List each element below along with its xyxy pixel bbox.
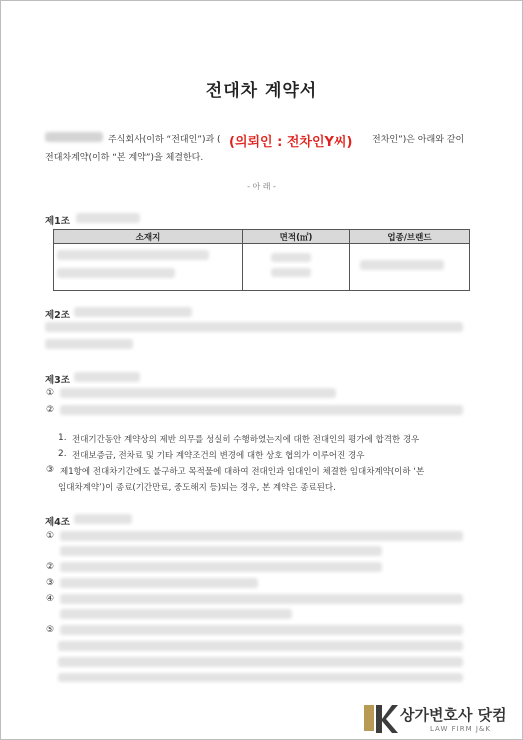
firm-logo-icon — [362, 704, 398, 734]
redacted-article-4-title — [74, 514, 132, 524]
article-3-circle-1: ① — [46, 388, 55, 398]
article-3-circle-3: ③ — [46, 465, 55, 475]
redacted-article-2-line-1 — [45, 322, 463, 332]
redacted-area-2 — [271, 268, 311, 277]
preamble-line2: 전대차계약(이하 “본 계약”)을 체결한다. — [45, 153, 204, 163]
article-4-circle-2: ② — [46, 562, 55, 572]
header-location: 소재지 — [54, 230, 243, 244]
redacted-article-4-line-1 — [60, 531, 463, 541]
redacted-article-4-line-2 — [60, 546, 382, 556]
article-4-heading: 제4조 — [45, 517, 70, 528]
redacted-article-4-line-10 — [58, 673, 463, 682]
article-1-heading: 제1조 — [45, 216, 70, 227]
clause-3-line-1: 제1항에 전대차기간에도 불구하고 목적물에 대하여 전대인과 임대인이 체결한 임대차계약(이하 ‘본 — [60, 467, 425, 477]
header-business: 업종/브랜드 — [350, 230, 470, 244]
clause-3-line-2: 임대차계약’)이 종료(기간만료, 중도해지 등)되는 경우, 본 계약은 종료된다. — [58, 483, 336, 493]
item-2-text: 전대보증금, 전차료 및 기타 계약조건의 변경에 대한 상호 협의가 이루어진 경우 — [72, 451, 365, 461]
header-area: 면적(㎡) — [243, 230, 350, 244]
cell-area — [243, 244, 350, 291]
article-4-circle-1: ① — [46, 531, 55, 541]
redacted-article-4-line-9 — [58, 657, 463, 667]
redacted-article-3-title — [74, 372, 140, 382]
article-3-heading: 제3조 — [45, 375, 70, 386]
preamble-part1: 주식회사(이하 “전대인”)과 ( — [108, 135, 221, 145]
item-2-number: 2. — [58, 449, 67, 459]
redacted-article-4-line-8 — [58, 641, 463, 651]
redacted-article-4-line-6 — [60, 609, 292, 619]
redacted-article-1-title — [76, 213, 140, 223]
redacted-article-4-line-5 — [60, 594, 463, 604]
redacted-article-3-clause-1 — [60, 388, 336, 398]
redacted-location-1 — [57, 250, 209, 260]
article-2-heading: 제2조 — [45, 310, 70, 321]
firm-name: 상가변호사 닷컴 — [400, 706, 507, 724]
firm-subtitle: LAW FIRM J&K — [430, 725, 491, 733]
redacted-article-4-line-7 — [60, 625, 463, 635]
item-1-number: 1. — [58, 433, 67, 443]
preamble-part2: 전차인”)은 아래와 같이 — [372, 135, 465, 145]
redacted-article-2-title — [74, 307, 192, 317]
redacted-business — [360, 260, 444, 270]
client-highlight: (의뢰인 : 전차인Y씨) — [229, 135, 353, 150]
redacted-article-3-clause-2 — [60, 405, 463, 415]
article-4-circle-5: ⑤ — [46, 625, 55, 635]
item-1-text: 전대기간동안 계약상의 제반 의무를 성실히 수행하였는지에 대한 전대인의 평가에 합격한 경우 — [72, 435, 420, 445]
below-marker: - 아 래 - — [247, 182, 276, 191]
redacted-lessor-name — [45, 132, 103, 142]
document-title: 전대차 계약서 — [205, 81, 318, 101]
article-4-circle-4: ④ — [46, 594, 55, 604]
article-3-circle-2: ② — [46, 405, 55, 415]
redacted-location-2 — [57, 268, 175, 278]
redacted-article-4-line-3 — [60, 562, 382, 572]
redacted-article-4-line-4 — [60, 578, 258, 588]
redacted-article-2-line-2 — [45, 339, 133, 349]
article-4-circle-3: ③ — [46, 578, 55, 588]
redacted-area-1 — [271, 253, 311, 262]
